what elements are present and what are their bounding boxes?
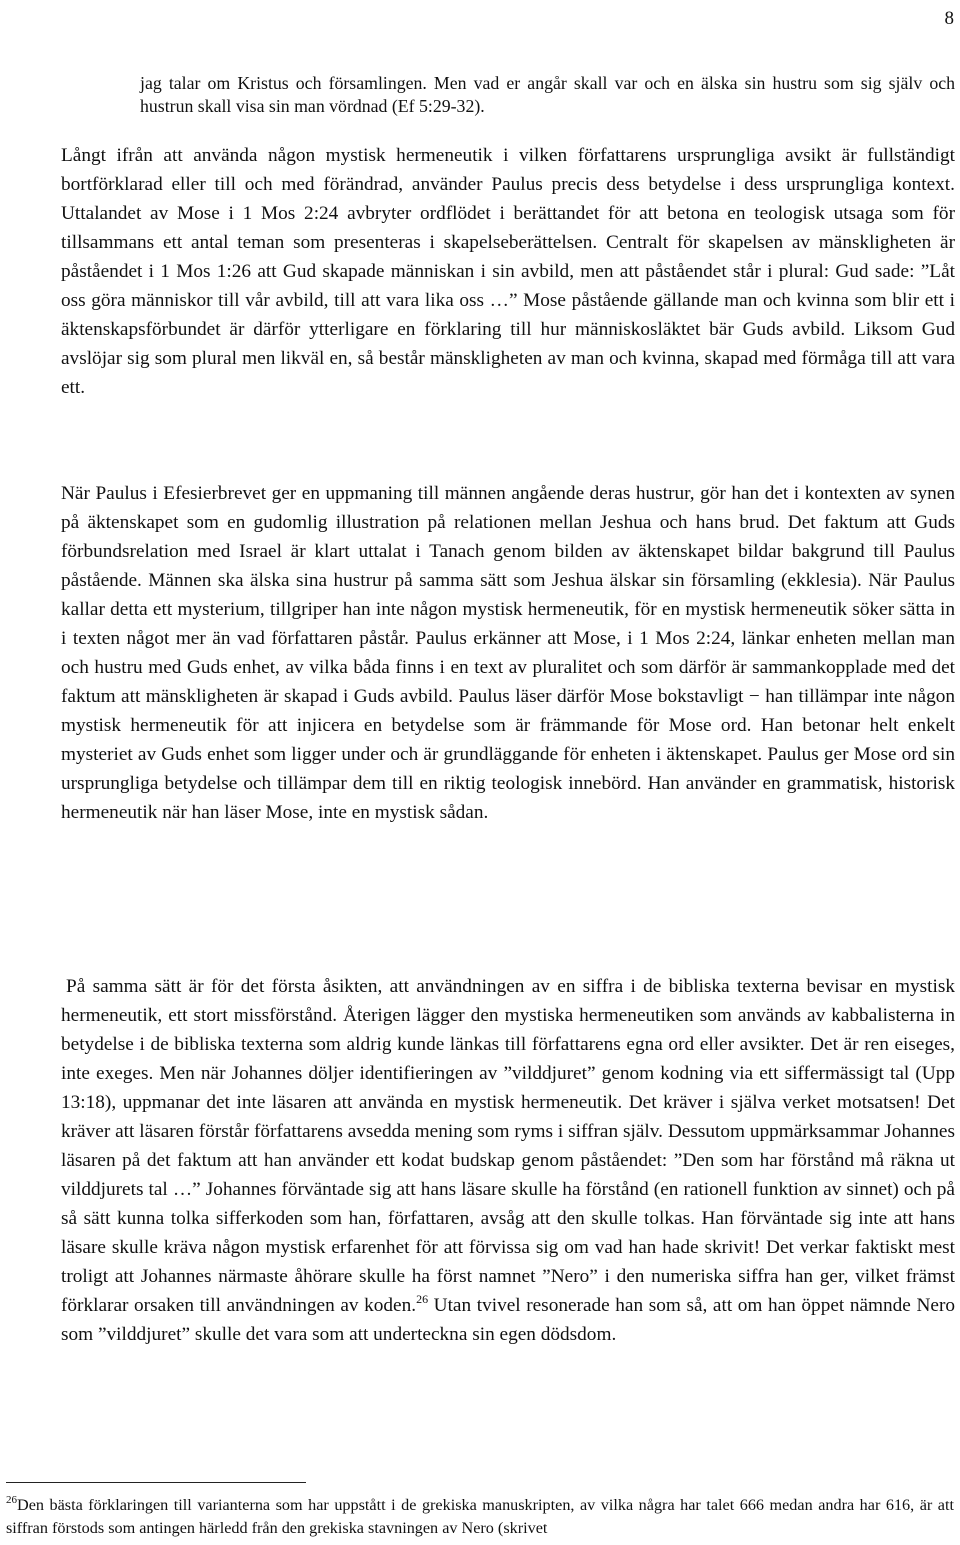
footnote-text: Den bästa förklaringen till varianterna som har uppstått i de grekiska manuskripten, av vilka några har talet 666 medan andra har 616, är att siffran förstods som antingen härledd från den grekiska stavningen av Nero (skrivet: [6, 1496, 954, 1537]
footnote-divider: [6, 1482, 306, 1483]
paragraph-text-after-ref: Utan tvivel resonerade han som så, att om han öppet nämnde Nero som ”vilddjuret” skulle det vara som att underteckna sin egen dödsdom.: [61, 1295, 955, 1345]
page-number: 8: [944, 8, 954, 29]
footnote-reference[interactable]: 26: [416, 1292, 429, 1306]
paragraph-text-before-ref: På samma sätt är för det första åsikten, att användningen av en siffra i de bibliska texterna bevisar en mystisk hermeneutik, ett stort missförstånd. Återigen lägger den mystiska hermeneutiken som används av kabbalisterna in betydelse i de bibliska texterna som aldrig kunde länkas till författarens egna ord eller avsikter. Det är ren eiseges, inte exeges. Men när Johannes döljer identifieringen av ”vilddjuret” genom kodning via ett siffermässigt tal (Upp 13:18), uppmanar det inte läsaren att använda en mystisk hermeneutik. Det kräver i själva verket motsatsen! Det kräver att läsaren förstår författarens avsedda mening som ryms i siffran själv. Dessutom uppmärksammar Johannes läsaren på det faktum att han använder ett kodat budskap genom påståendet: ”Den som har förstånd må räkna ut vilddjurets tal …” Johannes förväntade sig att hans läsare skulle ha förstånd (en rationell funktion av sinnet) och på så sätt kunna tolka sifferkoden som han, författaren, avsåg att den skulle tolkas. Han förväntade sig inte att hans läsare skulle kräva någon mystisk erfarenhet för att förvissa sig om vad han hade skrivit! Det verkar faktiskt mest troligt att Johannes närmaste åhörare skulle ha först namnet ”Nero” i den numeriska siffra han ger, vilket främst förklarar orsaken till användningen av koden.: [61, 976, 955, 1316]
footnote: [6, 1494, 954, 1540]
paragraph-hermeneutics: Långt ifrån att använda någon mystisk hermeneutik i vilken författarens ursprungliga avsikt är fullständigt bortförklarad eller till och med förändrad, använder Paulus precis dess betydelse i dess ursprungliga kontext. Uttalandet av Mose i 1 Mos 2:24 avbryter ordflödet i berättandet för att betona en teologisk utsaga som för tillsammans ett antal teman som presenteras i skapelseberättelsen. Centralt för skapelsen av mänskligheten är påståendet i 1 Mos 1:26 att Gud skapade människan i sin avbild, men att påståendet står i plural: Gud sade: ”Låt oss göra människor till vår avbild, till att vara lika oss …” Mose påstående gällande man och kvinna som blir ett i äktenskapsförbundet är därför ytterligare en förklaring till hur människosläktet bär Guds avbild. Liksom Gud avslöjar sig som plural men likväl en, så består mänskligheten av man och kvinna, skapad med förmåga till att vara ett.: [61, 145, 955, 398]
paragraph-number-code: [61, 972, 955, 1349]
paragraph-ephesians: När Paulus i Efesierbrevet ger en uppmaning till männen angående deras hustrur, gör han det i kontexten av synen på äktenskapet som en gudomlig illustration på relationen mellan Jeshua och hans brud. Det faktum att Guds förbundsrelation med Israel är klart uttalat i Tanach genom bilden av äktenskapet bildar bakgrund till Paulus påstående. Männen ska älska sina hustrur på samma sätt som Jeshua älskar sin församling (ekklesia). När Paulus kallar detta ett mysterium, tillgriper han inte någon mystisk hermeneutik, för en mystisk hermeneutik söker sätta in i texten något mer än vad författaren påstår. Paulus erkänner att Mose, i 1 Mos 2:24, länkar enheten mellan man och hustru med Guds enhet, av vilka båda finns i en text av pluralitet och som därför är sammankopplade med det faktum att mänskligheten är skapad i Guds avbild. Paulus läser därför Mose bokstavligt − han tillämpar inte någon mystisk hermeneutik för att injicera en betydelse som är främmande för Mose ord. Han betonar helt enkelt mysteriet av Guds enhet som ligger under och är grundläggande för enheten i äktenskapet. Paulus ger Mose ord sin ursprungliga betydelse och tillämpar dem till en riktig teologisk innebörd. Han använder en grammatisk, historisk hermeneutik när han läser Mose, inte en mystisk sådan.: [61, 483, 955, 823]
block-quote-continuation: jag talar om Kristus och församlingen. Men vad er angår skall var och en älska sin hustru som sig själv och hustrun skall visa sin man vördnad (Ef 5:29-32).: [140, 73, 955, 116]
footnote-number: 26: [6, 1494, 17, 1506]
